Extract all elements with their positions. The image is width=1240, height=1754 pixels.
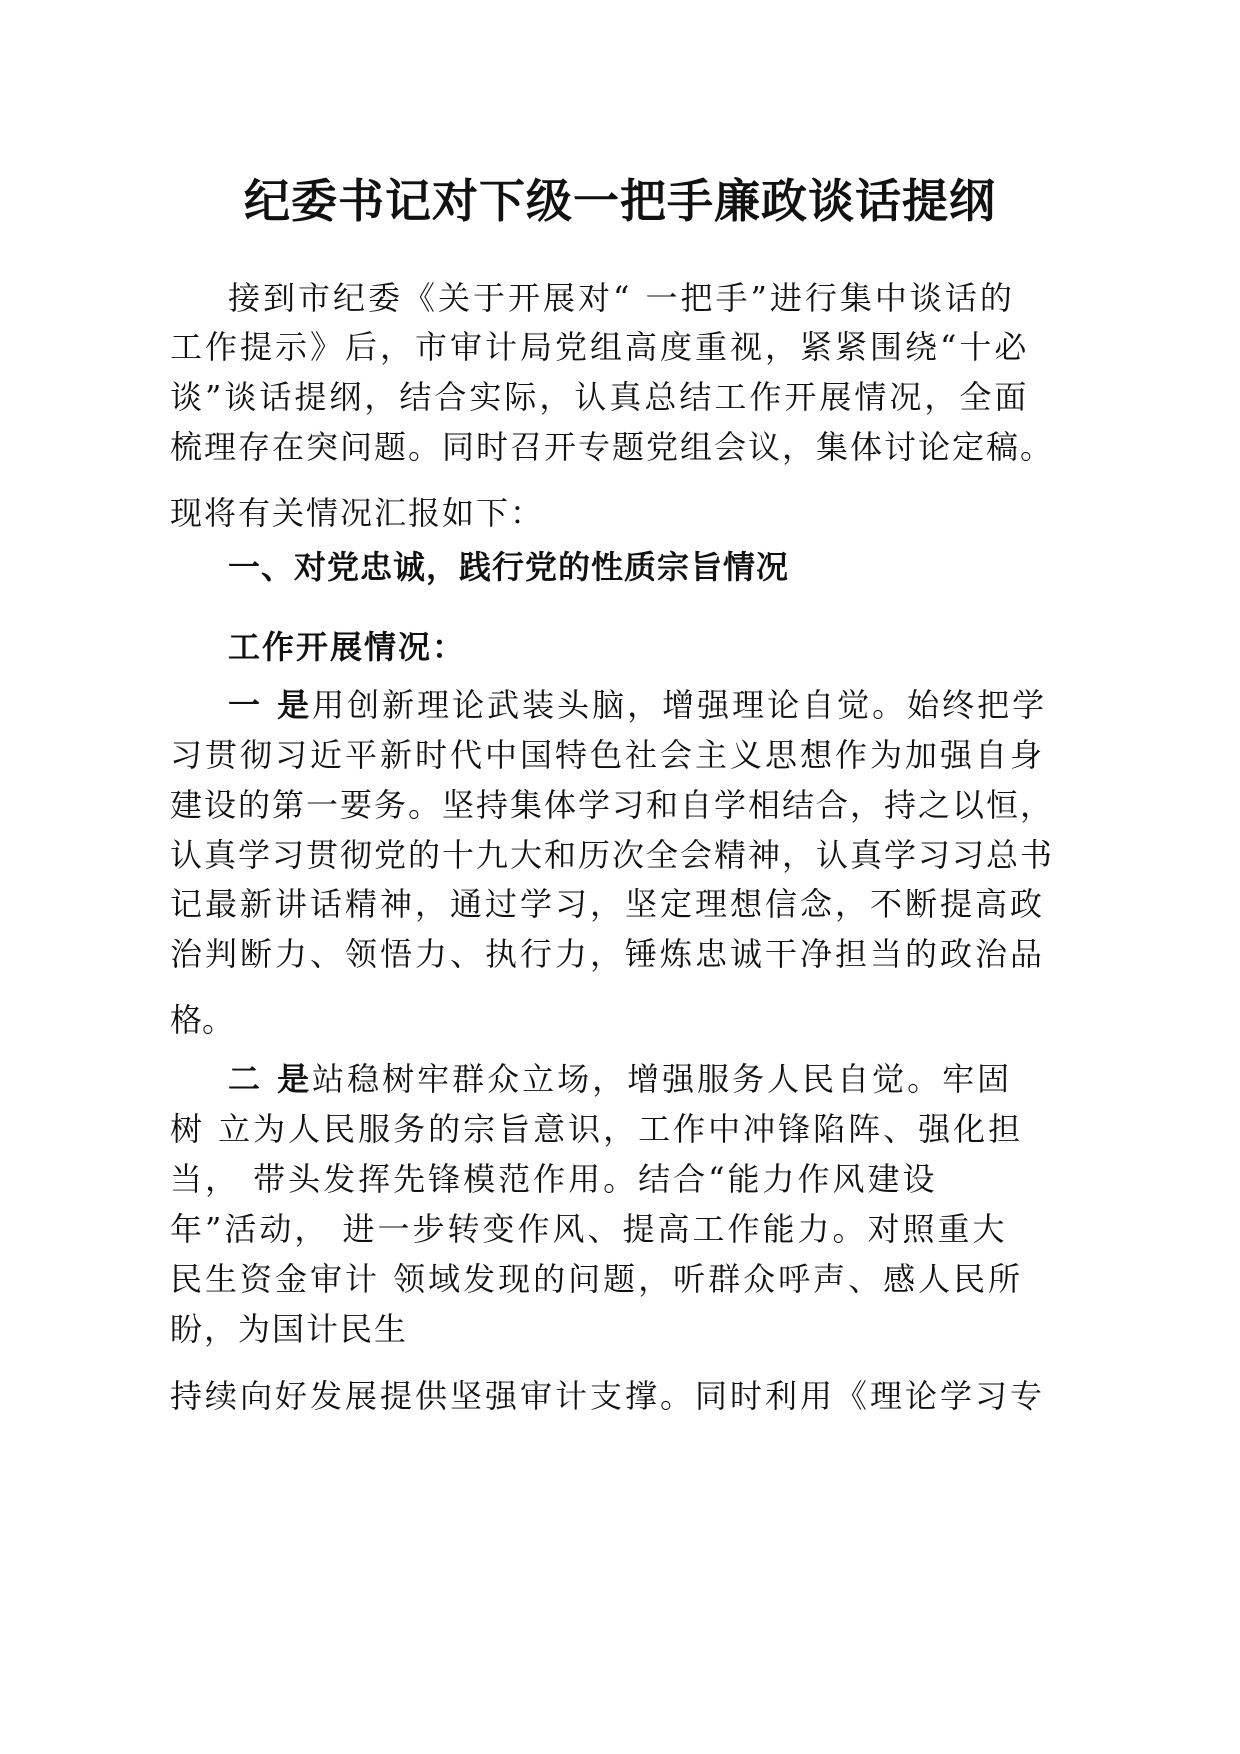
section-heading-1: 一、对党忠诚，践行党的性质宗旨情况 [228, 548, 790, 586]
intro-line-1: 接到市纪委《关于开展对“ 一把手”进行集中谈话的 [228, 279, 1015, 317]
intro-line-3: 谈”谈话提纲，结合实际，认真总结工作开展情况，全面 [170, 378, 1030, 416]
item-1-marker: 是 [277, 686, 313, 724]
item-1-number: 一 [228, 686, 278, 724]
item-1-line-2: 习贯彻习近平新时代中国特色社会主义思想作为加强自身 [170, 736, 1046, 774]
item-1-first-line [228, 686, 1048, 724]
item-2-number: 二 [228, 1060, 278, 1098]
intro-line-5: 现将有关情况汇报如下： [170, 494, 545, 532]
item-1-line-6: 治判断力、领悟力、执行力，锤炼忠诚干净担当的政治品 [170, 935, 1046, 973]
item-2-marker: 是 [277, 1060, 313, 1098]
item-1-line-7: 格。 [170, 1001, 235, 1039]
intro-line-4: 梳理存在突问题。同时召开专题党组会议，集体讨论定稿。 [170, 428, 1055, 466]
item-2-first-line-text: 站稳树牢群众立场，增强服务人民自觉。牢固 [312, 1060, 1013, 1098]
item-1-line-4: 认真学习贯彻党的十九大和历次全会精神，认真学习习总书 [170, 836, 1055, 874]
intro-line-2: 工作提示》后，市审计局党组高度重视，紧紧围绕“十必 [170, 328, 1030, 366]
item-2-line-6: 盼，为国计民生 [170, 1310, 409, 1348]
item-2-line-7: 持续向好发展提供坚强审计支撑。同时利用《理论学习专 [170, 1377, 1046, 1415]
item-1-line-5: 记最新讲话精神，通过学习，坚定理想信念，不断提高政 [170, 885, 1046, 923]
item-2-line-4: 年”活动， 进一步转变作风、提高工作能力。对照重大 [170, 1210, 1008, 1248]
item-2-first-line [228, 1060, 1013, 1098]
item-1-line-3: 建设的第一要务。坚持集体学习和自学相结合，持之以恒， [170, 786, 1055, 824]
item-1-first-line-text: 用创新理论武装头脑，增强理论自觉。始终把学 [312, 686, 1048, 724]
item-2-line-3: 当， 带头发挥先锋模范作用。结合“能力作风建设 [170, 1160, 938, 1198]
item-2-line-5: 民生资金审计 领域发现的问题，听群众呼声、感人民所 [170, 1260, 1024, 1298]
work-heading: 工作开展情况： [228, 628, 467, 666]
item-2-line-2: 树 立为人民服务的宗旨意识，工作中冲锋陷阵、强化担 [170, 1110, 1024, 1148]
document-title: 纪委书记对下级一把手廉政谈话提纲 [244, 174, 996, 228]
